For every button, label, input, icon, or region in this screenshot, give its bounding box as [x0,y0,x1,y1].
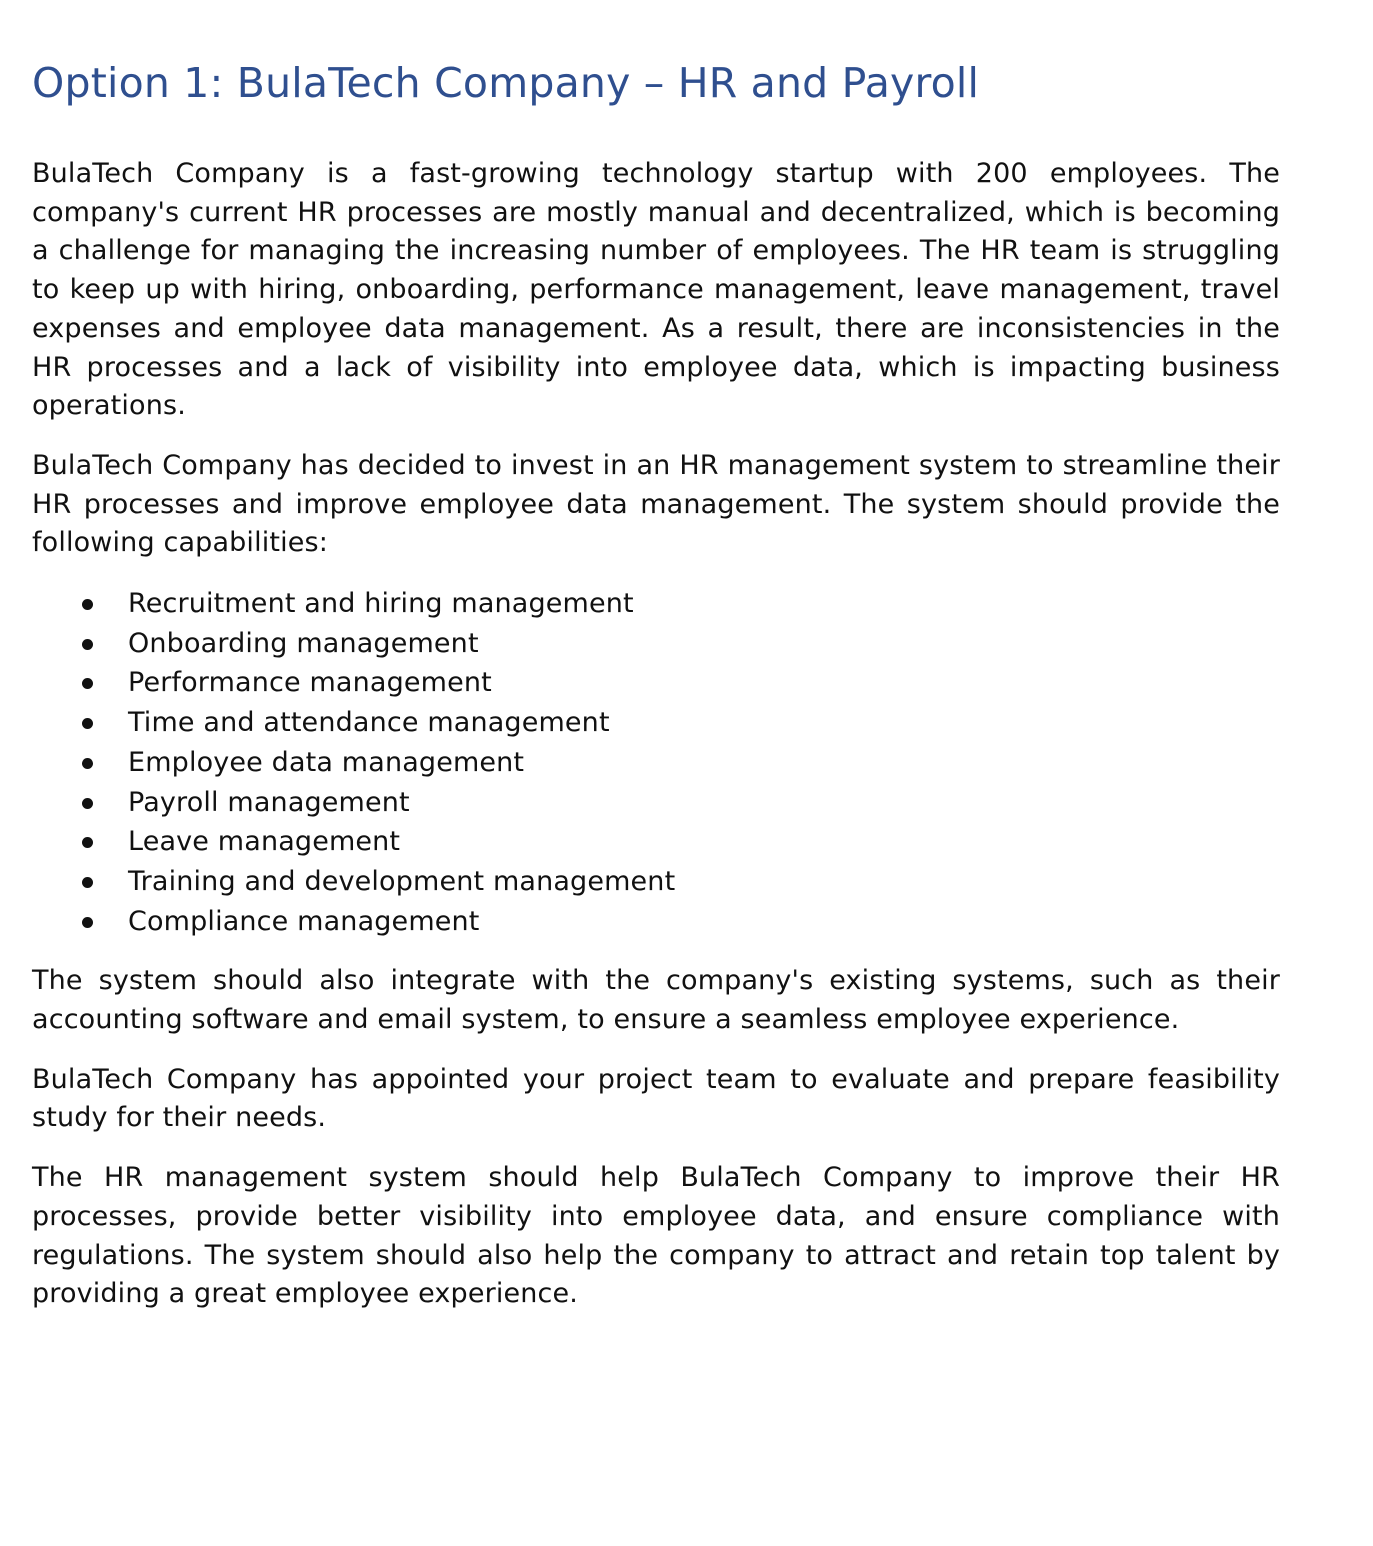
bullet-icon [82,877,93,888]
bullet-icon [82,718,93,729]
list-item-label: Payroll management [128,786,410,818]
list-item-label: Leave management [128,826,401,858]
list-item-label: Performance management [128,667,492,699]
capabilities-list [32,584,1280,941]
list-item [32,902,1280,942]
document-title: Option 1: BulaTech Company – HR and Payroll [32,59,980,107]
bullet-icon [82,639,93,650]
intro-paragraph: BulaTech Company is a fast-growing technology startup with 200 employees. The company's current HR processes are mostly manual and decentralized, which is becoming a challenge for managing the increasing number of employees. The HR team is struggling to keep up with hiring, onboarding, performance management, leave management, travel expenses and employee data management. As a result, there are inconsistencies in the HR processes and a lack of visibility into employee data, which is impacting business operations. [32,158,1280,422]
bullet-icon [82,758,93,769]
list-item-label: Onboarding management [128,627,479,659]
list-item [32,783,1280,823]
bullet-icon [82,917,93,928]
bullet-icon [82,837,93,848]
list-item [32,862,1280,902]
outcome-paragraph: The HR management system should help BulaTech Company to improve their HR processes, provide better visibility into employee data, and ensure compliance with regulations. The system should also help the company to attract and retain top talent by providing a great employee experience. [32,1162,1280,1310]
appointment-paragraph: BulaTech Company has appointed your project team to evaluate and prepare feasibility study for their needs. [32,1063,1280,1134]
list-item [32,703,1280,743]
list-item-label: Time and attendance management [128,707,610,739]
decision-paragraph: BulaTech Company has decided to invest in an HR management system to streamline their HR processes and improve employee data management. The system should provide the following capabilities: [32,449,1280,559]
list-item-label: Compliance management [128,905,480,937]
list-item-label: Employee data management [128,746,525,778]
bullet-icon [82,678,93,689]
list-item [32,624,1280,664]
bullet-icon [82,798,93,809]
list-item-label: Recruitment and hiring management [128,588,634,620]
list-item [32,743,1280,783]
bullet-icon [82,599,93,610]
integration-paragraph: The system should also integrate with the company's existing systems, such as their accounting software and email system, to ensure a seamless employee experience. [32,965,1280,1036]
list-item-label: Training and development management [128,865,676,897]
list-item [32,663,1280,703]
list-item [32,584,1280,624]
list-item [32,822,1280,862]
document-body [32,155,1280,1335]
